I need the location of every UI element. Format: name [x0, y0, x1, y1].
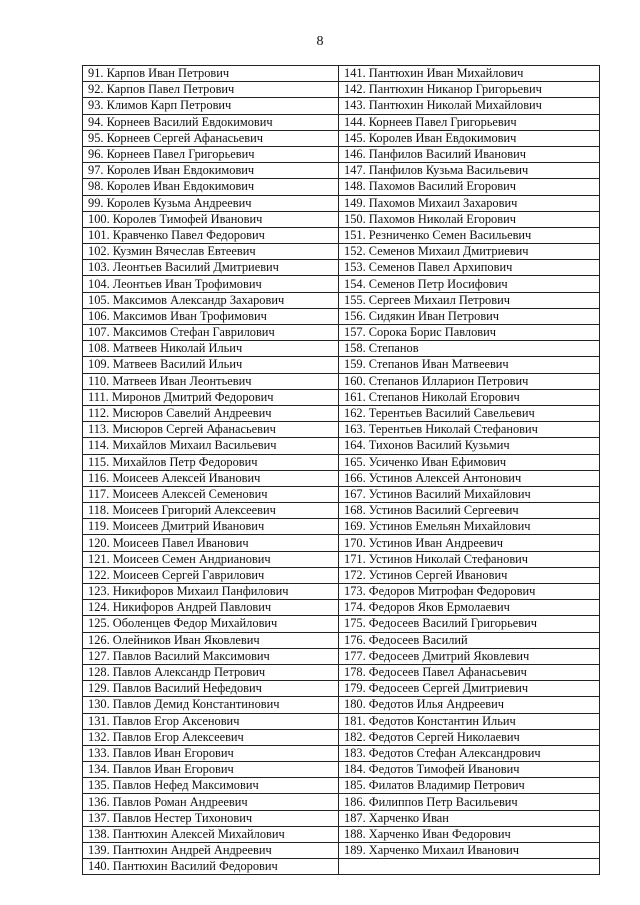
table-row	[83, 600, 600, 616]
name-cell-left: 91. Карпов Иван Петрович	[83, 66, 339, 82]
table-row	[83, 713, 600, 729]
name-cell-right: 168. Устинов Василий Сергеевич	[339, 503, 600, 519]
table-row	[83, 778, 600, 794]
name-cell-left: 125. Оболенцев Федор Михайлович	[83, 616, 339, 632]
name-cell-right: 177. Федосеев Дмитрий Яковлевич	[339, 648, 600, 664]
name-cell-right: 153. Семенов Павел Архипович	[339, 260, 600, 276]
table-row	[83, 859, 600, 875]
table-row	[83, 470, 600, 486]
name-cell-right: 178. Федосеев Павел Афанасьевич	[339, 664, 600, 680]
table-row	[83, 535, 600, 551]
name-cell-left: 104. Леонтьев Иван Трофимович	[83, 276, 339, 292]
table-row	[83, 389, 600, 405]
name-cell-left: 134. Павлов Иван Егорович	[83, 762, 339, 778]
name-cell-right: 188. Харченко Иван Федорович	[339, 826, 600, 842]
name-cell-left: 131. Павлов Егор Аксенович	[83, 713, 339, 729]
name-cell-right: 166. Устинов Алексей Антонович	[339, 470, 600, 486]
table-row	[83, 632, 600, 648]
name-cell-left: 124. Никифоров Андрей Павлович	[83, 600, 339, 616]
name-cell-left: 127. Павлов Василий Максимович	[83, 648, 339, 664]
name-cell-left: 115. Михайлов Петр Федорович	[83, 454, 339, 470]
table-row	[83, 146, 600, 162]
table-row	[83, 292, 600, 308]
name-cell-left: 135. Павлов Нефед Максимович	[83, 778, 339, 794]
table-row	[83, 697, 600, 713]
table-row	[83, 616, 600, 632]
table-row	[83, 82, 600, 98]
table-row	[83, 357, 600, 373]
name-cell-left: 110. Матвеев Иван Леонтьевич	[83, 373, 339, 389]
name-cell-left: 101. Кравченко Павел Федорович	[83, 227, 339, 243]
name-cell-right	[339, 859, 600, 875]
name-cell-right: 185. Филатов Владимир Петрович	[339, 778, 600, 794]
names-table-body	[83, 66, 600, 875]
name-cell-right: 162. Терентьев Василий Савельевич	[339, 405, 600, 421]
name-cell-left: 136. Павлов Роман Андреевич	[83, 794, 339, 810]
name-cell-left: 117. Моисеев Алексей Семенович	[83, 486, 339, 502]
name-cell-left: 140. Пантюхин Василий Федорович	[83, 859, 339, 875]
name-cell-right: 152. Семенов Михаил Дмитриевич	[339, 244, 600, 260]
table-row	[83, 211, 600, 227]
name-cell-left: 94. Корнеев Василий Евдокимович	[83, 114, 339, 130]
name-cell-right: 157. Сорока Борис Павлович	[339, 325, 600, 341]
name-cell-right: 182. Федотов Сергей Николаевич	[339, 729, 600, 745]
names-table	[82, 65, 600, 875]
table-row	[83, 341, 600, 357]
name-cell-left: 128. Павлов Александр Петрович	[83, 664, 339, 680]
name-cell-left: 105. Максимов Александр Захарович	[83, 292, 339, 308]
name-cell-left: 116. Моисеев Алексей Иванович	[83, 470, 339, 486]
table-row	[83, 114, 600, 130]
table-row	[83, 745, 600, 761]
name-cell-left: 111. Миронов Дмитрий Федорович	[83, 389, 339, 405]
name-cell-left: 102. Кузмин Вячеслав Евтеевич	[83, 244, 339, 260]
name-cell-right: 171. Устинов Николай Стефанович	[339, 551, 600, 567]
name-cell-left: 93. Климов Карп Петрович	[83, 98, 339, 114]
name-cell-right: 169. Устинов Емельян Михайлович	[339, 519, 600, 535]
name-cell-right: 175. Федосеев Василий Григорьевич	[339, 616, 600, 632]
table-row	[83, 422, 600, 438]
name-cell-left: 103. Леонтьев Василий Дмитриевич	[83, 260, 339, 276]
name-cell-left: 118. Моисеев Григорий Алексеевич	[83, 503, 339, 519]
table-row	[83, 405, 600, 421]
table-row	[83, 567, 600, 583]
name-cell-left: 132. Павлов Егор Алексеевич	[83, 729, 339, 745]
name-cell-right: 164. Тихонов Василий Кузьмич	[339, 438, 600, 454]
name-cell-left: 108. Матвеев Николай Ильич	[83, 341, 339, 357]
name-cell-right: 172. Устинов Сергей Иванович	[339, 567, 600, 583]
name-cell-right: 170. Устинов Иван Андреевич	[339, 535, 600, 551]
name-cell-left: 92. Карпов Павел Петрович	[83, 82, 339, 98]
name-cell-right: 144. Корнеев Павел Григорьевич	[339, 114, 600, 130]
table-row	[83, 503, 600, 519]
name-cell-right: 141. Пантюхин Иван Михайлович	[339, 66, 600, 82]
table-row	[83, 794, 600, 810]
name-cell-left: 107. Максимов Стефан Гаврилович	[83, 325, 339, 341]
table-row	[83, 195, 600, 211]
name-cell-left: 100. Королев Тимофей Иванович	[83, 211, 339, 227]
name-cell-left: 137. Павлов Нестер Тихонович	[83, 810, 339, 826]
table-row	[83, 729, 600, 745]
name-cell-right: 154. Семенов Петр Иосифович	[339, 276, 600, 292]
name-cell-right: 181. Федотов Константин Ильич	[339, 713, 600, 729]
name-cell-right: 156. Сидякин Иван Петрович	[339, 308, 600, 324]
table-row	[83, 179, 600, 195]
name-cell-right: 142. Пантюхин Никанор Григорьевич	[339, 82, 600, 98]
page-number: 8	[316, 34, 324, 49]
name-cell-left: 113. Мисюров Сергей Афанасьевич	[83, 422, 339, 438]
name-cell-left: 120. Моисеев Павел Иванович	[83, 535, 339, 551]
name-cell-right: 189. Харченко Михаил Иванович	[339, 843, 600, 859]
name-cell-right: 174. Федоров Яков Ермолаевич	[339, 600, 600, 616]
name-cell-left: 112. Мисюров Савелий Андреевич	[83, 405, 339, 421]
name-cell-right: 146. Панфилов Василий Иванович	[339, 146, 600, 162]
table-row	[83, 486, 600, 502]
name-cell-right: 158. Степанов	[339, 341, 600, 357]
table-row	[83, 130, 600, 146]
name-cell-left: 122. Моисеев Сергей Гаврилович	[83, 567, 339, 583]
name-cell-left: 139. Пантюхин Андрей Андреевич	[83, 843, 339, 859]
table-row	[83, 438, 600, 454]
table-row	[83, 664, 600, 680]
name-cell-right: 143. Пантюхин Николай Михайлович	[339, 98, 600, 114]
table-row	[83, 325, 600, 341]
name-cell-right: 147. Панфилов Кузьма Васильевич	[339, 163, 600, 179]
table-row	[83, 584, 600, 600]
name-cell-right: 145. Королев Иван Евдокимович	[339, 130, 600, 146]
name-cell-left: 99. Королев Кузьма Андреевич	[83, 195, 339, 211]
name-cell-right: 150. Пахомов Николай Егорович	[339, 211, 600, 227]
name-cell-left: 119. Моисеев Дмитрий Иванович	[83, 519, 339, 535]
name-cell-right: 167. Устинов Василий Михайлович	[339, 486, 600, 502]
name-cell-right: 159. Степанов Иван Матвеевич	[339, 357, 600, 373]
table-row	[83, 373, 600, 389]
name-cell-left: 138. Пантюхин Алексей Михайлович	[83, 826, 339, 842]
table-row	[83, 551, 600, 567]
name-cell-right: 149. Пахомов Михаил Захарович	[339, 195, 600, 211]
name-cell-left: 106. Максимов Иван Трофимович	[83, 308, 339, 324]
name-cell-right: 176. Федосеев Василий	[339, 632, 600, 648]
name-cell-right: 163. Терентьев Николай Стефанович	[339, 422, 600, 438]
name-cell-left: 130. Павлов Демид Константинович	[83, 697, 339, 713]
name-cell-right: 179. Федосеев Сергей Дмитриевич	[339, 681, 600, 697]
table-row	[83, 826, 600, 842]
table-row	[83, 810, 600, 826]
name-cell-right: 160. Степанов Илларион Петрович	[339, 373, 600, 389]
name-cell-left: 114. Михайлов Михаил Васильевич	[83, 438, 339, 454]
name-cell-right: 155. Сергеев Михаил Петрович	[339, 292, 600, 308]
table-row	[83, 843, 600, 859]
table-row	[83, 66, 600, 82]
name-cell-left: 98. Королев Иван Евдокимович	[83, 179, 339, 195]
name-cell-right: 183. Федотов Стефан Александрович	[339, 745, 600, 761]
table-row	[83, 260, 600, 276]
name-cell-left: 109. Матвеев Василий Ильич	[83, 357, 339, 373]
name-cell-left: 133. Павлов Иван Егорович	[83, 745, 339, 761]
name-cell-left: 95. Корнеев Сергей Афанасьевич	[83, 130, 339, 146]
name-cell-left: 97. Королев Иван Евдокимович	[83, 163, 339, 179]
table-row	[83, 227, 600, 243]
table-row	[83, 98, 600, 114]
table-row	[83, 163, 600, 179]
name-cell-left: 126. Олейников Иван Яковлевич	[83, 632, 339, 648]
name-cell-right: 187. Харченко Иван	[339, 810, 600, 826]
table-row	[83, 454, 600, 470]
name-cell-right: 180. Федотов Илья Андреевич	[339, 697, 600, 713]
name-cell-right: 148. Пахомов Василий Егорович	[339, 179, 600, 195]
name-cell-right: 161. Степанов Николай Егорович	[339, 389, 600, 405]
name-cell-left: 123. Никифоров Михаил Панфилович	[83, 584, 339, 600]
table-row	[83, 244, 600, 260]
name-cell-left: 96. Корнеев Павел Григорьевич	[83, 146, 339, 162]
table-row	[83, 681, 600, 697]
name-cell-right: 165. Усиченко Иван Ефимович	[339, 454, 600, 470]
name-cell-left: 129. Павлов Василий Нефедович	[83, 681, 339, 697]
name-cell-left: 121. Моисеев Семен Андрианович	[83, 551, 339, 567]
name-cell-right: 151. Резниченко Семен Васильевич	[339, 227, 600, 243]
name-cell-right: 184. Федотов Тимофей Иванович	[339, 762, 600, 778]
table-row	[83, 519, 600, 535]
table-row	[83, 276, 600, 292]
name-cell-right: 173. Федоров Митрофан Федорович	[339, 584, 600, 600]
table-row	[83, 648, 600, 664]
name-cell-right: 186. Филиппов Петр Васильевич	[339, 794, 600, 810]
table-row	[83, 308, 600, 324]
table-row	[83, 762, 600, 778]
